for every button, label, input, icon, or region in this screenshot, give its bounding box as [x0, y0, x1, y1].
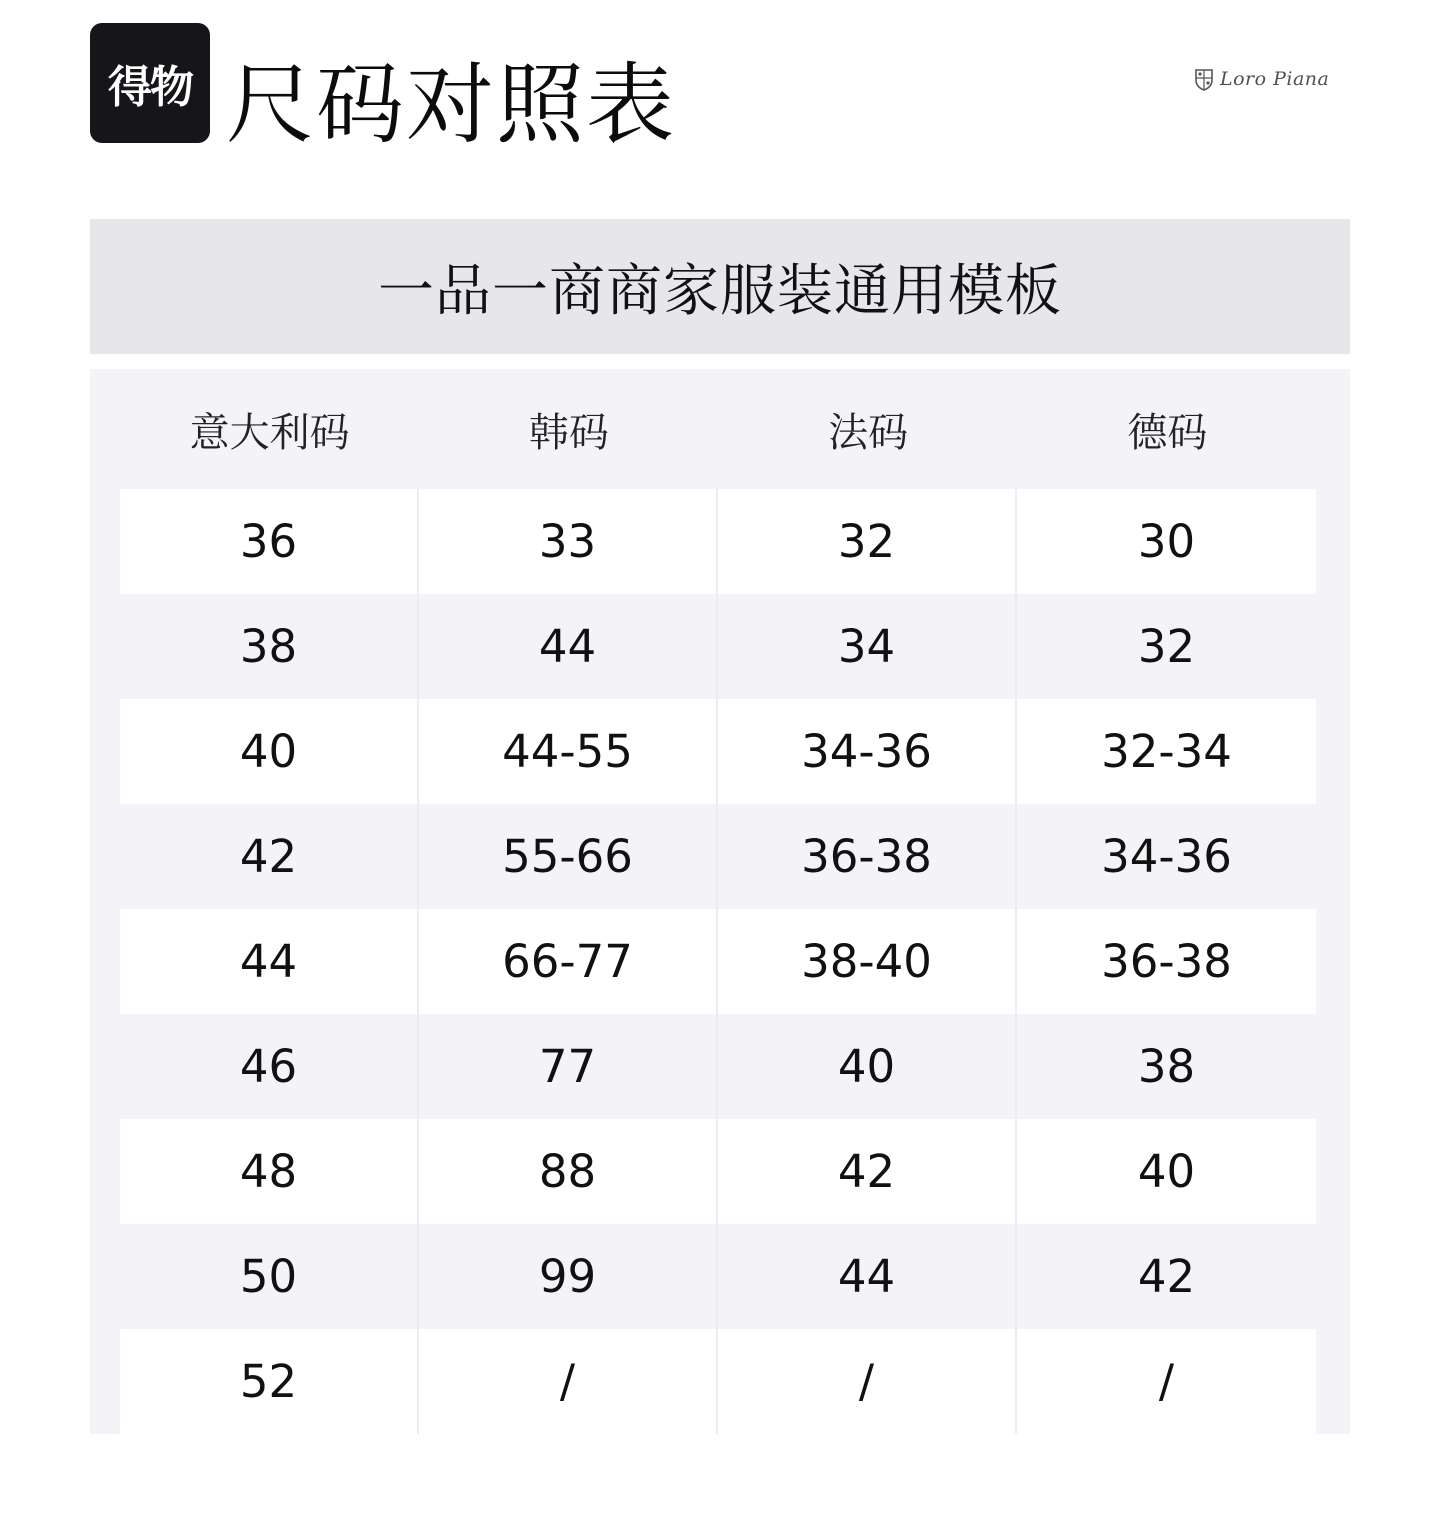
table-row [120, 699, 1317, 804]
column-header-germany: 德码 [1127, 409, 1208, 456]
brand-logo [1192, 66, 1329, 92]
table-cell: 44-55 [419, 699, 718, 804]
column-header-italy: 意大利码 [189, 409, 350, 456]
table-cell: 50 [120, 1224, 419, 1329]
table-cell: 44 [120, 909, 419, 1014]
table-body [120, 489, 1317, 1434]
table-cell: 36-38 [1017, 909, 1316, 1014]
logo-text: 得物 [108, 62, 192, 113]
dewu-logo [90, 23, 210, 143]
table-cell: / [718, 1329, 1017, 1434]
table-cell: 40 [1017, 1119, 1316, 1224]
table-cell: 40 [718, 1014, 1017, 1119]
table-cell: 38 [120, 594, 419, 699]
column-header-france: 法码 [828, 409, 909, 456]
table-cell: 32-34 [1017, 699, 1316, 804]
table-cell: 46 [120, 1014, 419, 1119]
table-cell: 32 [718, 489, 1017, 594]
table-cell: 42 [120, 804, 419, 909]
size-table [90, 369, 1350, 1434]
column-header-korea: 韩码 [528, 409, 609, 456]
table-cell: 55-66 [419, 804, 718, 909]
page-title: 尺码对照表 [226, 53, 677, 156]
crest-icon [1192, 66, 1216, 92]
table-row [120, 909, 1317, 1014]
table-row [120, 1119, 1317, 1224]
table-cell: 99 [419, 1224, 718, 1329]
table-cell: 36 [120, 489, 419, 594]
table-row [120, 594, 1317, 699]
table-cell: 34 [718, 594, 1017, 699]
table-row [120, 804, 1317, 909]
table-cell: 52 [120, 1329, 419, 1434]
table-cell: 38 [1137, 1040, 1196, 1093]
table-row [120, 489, 1317, 594]
table-cell: / [1017, 1329, 1316, 1434]
table-cell: 33 [419, 489, 718, 594]
brand-name: Loro Piana [1220, 68, 1330, 90]
table-row [120, 1329, 1317, 1434]
table-cell: 40 [120, 699, 419, 804]
table-cell: 44 [718, 1224, 1017, 1329]
table-row [120, 1224, 1317, 1329]
table-cell: 42 [718, 1119, 1017, 1224]
table-cell: 34-36 [1101, 830, 1232, 883]
table-cell: 88 [419, 1119, 718, 1224]
table-cell: 30 [1017, 489, 1316, 594]
table-cell: 34-36 [718, 699, 1017, 804]
table-cell: 32 [1137, 620, 1196, 673]
table-cell: 36-38 [718, 804, 1017, 909]
banner-text: 一品一商商家服装通用模板 [378, 258, 1062, 324]
table-cell: 42 [1137, 1250, 1196, 1303]
table-header [120, 369, 1317, 489]
table-cell: / [419, 1329, 718, 1434]
table-cell: 44 [419, 594, 718, 699]
table-cell: 77 [419, 1014, 718, 1119]
table-cell: 48 [120, 1119, 419, 1224]
table-cell: 66-77 [419, 909, 718, 1014]
table-cell: 38-40 [718, 909, 1017, 1014]
table-row [120, 1014, 1317, 1119]
template-banner [90, 219, 1350, 354]
